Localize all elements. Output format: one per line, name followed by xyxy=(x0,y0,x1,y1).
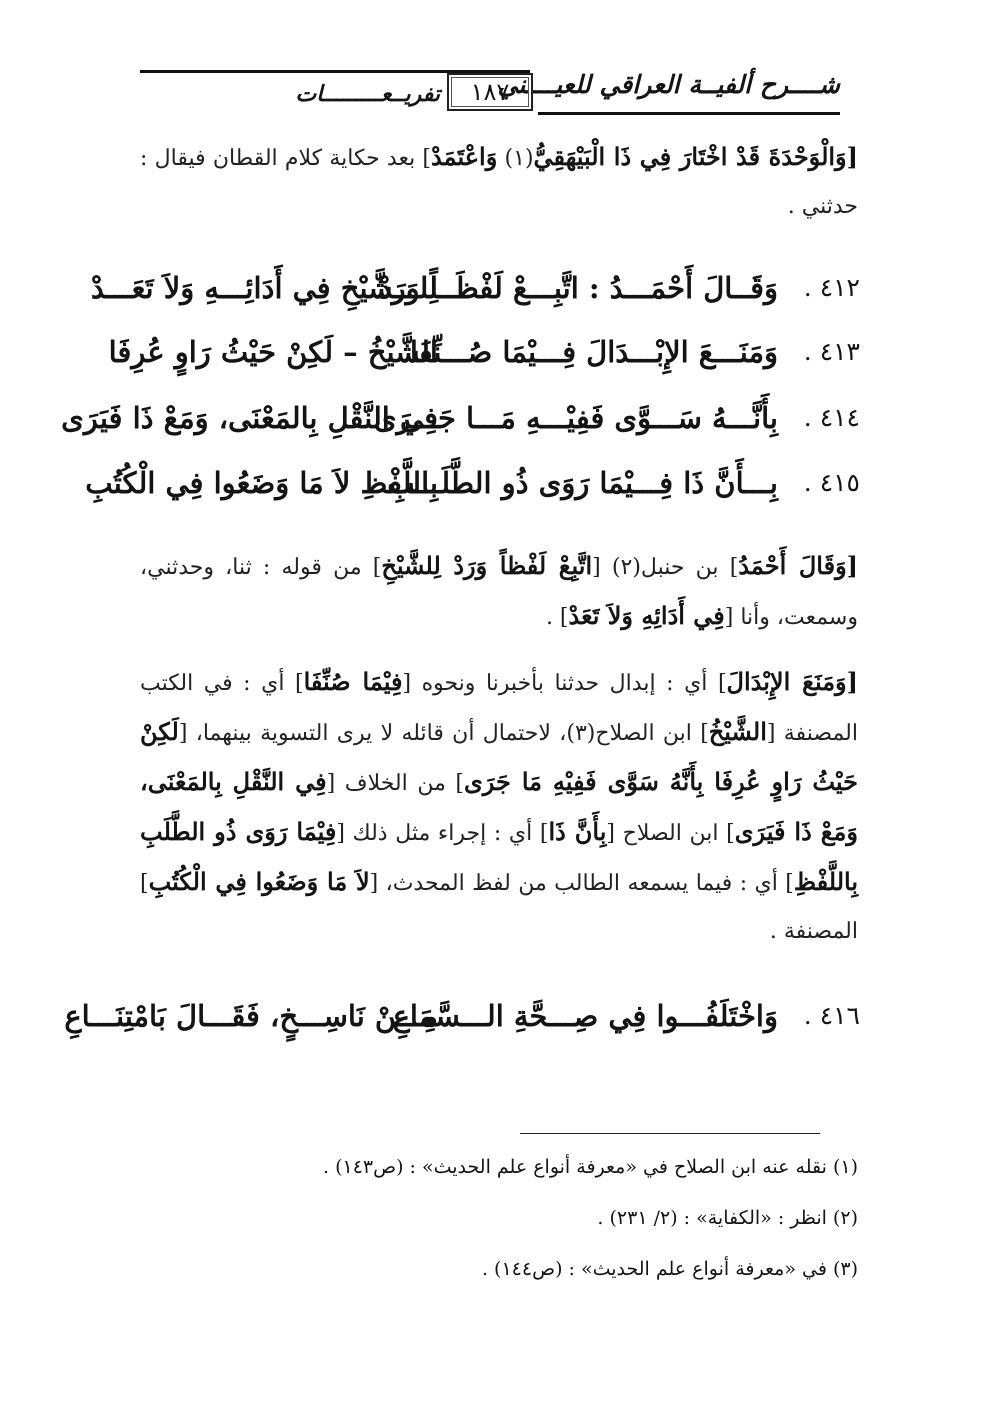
commentary-text: ] من قوله : ثنا، وحدثني، وسمعت، وأنا [ xyxy=(140,555,858,630)
commentary-text: ] أي : في الكتب المصنفة [ xyxy=(140,671,858,746)
quoted-verse-text: الشَّيْخُ xyxy=(708,717,767,746)
page-number: ١٨٧ xyxy=(447,73,533,111)
commentary-text: ] . xyxy=(545,605,569,630)
quoted-verse-text: لَكِنْ حَيْثُ رَاوٍ عُرِفَا بِأَنَّهُ سَوَّى فَفِيْهِ مَا جَرَى xyxy=(140,717,858,796)
verse-first-hemistich: وَمَنَـــعَ الإِبْـــدَالَ فِـــيْمَا صُـــنِّفَا xyxy=(409,335,778,369)
quoted-verse-text: لاَ مَا وَضَعُوا فِي الْكُتُبِ xyxy=(148,867,370,896)
footnote-ref: (١) xyxy=(497,146,534,171)
book-title: شــــرح ألفيــة العراقي للعيــــني xyxy=(497,70,840,99)
quoted-verse-text: [وَمَنَعَ الإِبْدَالَ xyxy=(726,667,858,696)
verse-second-hemistich: لِلـــشَّيْخِ فِي أَدَائِـــهِ وَلاَ تَعَـــدْ xyxy=(90,271,438,305)
commentary-text: ] ابن الصلاح [ xyxy=(606,821,735,846)
quoted-verse-text: فِيْمَا رَوَى ذُو الطَّلَبِ بِاللَّفْظِ xyxy=(140,817,858,896)
verse-line xyxy=(64,995,860,1043)
verse-second-hemistich: مِـــنْ نَاسِـــخٍ، فَقَـــالَ بَامْتِنَـــاعِ xyxy=(64,999,438,1033)
verse-number: ٤١٢ . xyxy=(803,273,860,302)
quoted-verse-text: بِأَنَّ ذَا xyxy=(548,817,607,846)
quoted-verse-text: فِي أَدَائِهِ وَلاَ تَعَدْ xyxy=(568,601,725,630)
commentary-text: ] أي : إبدال حدثنا بأخبرنا ونحوه [ xyxy=(402,671,727,696)
quoted-verse-text: اتَّبِعْ لَفْظاً وَرَدْ لِلشَّيْخِ xyxy=(381,551,593,580)
verse-first-hemistich: بِأَنَّـــهُ سَـــوَّى فَفِيْـــهِ مَـــا جَـــرَى xyxy=(373,401,778,435)
footnote-separator xyxy=(520,1133,820,1134)
section-title: تفريــعـــــــــات xyxy=(295,81,440,107)
commentary-paragraph xyxy=(140,658,858,956)
verse-line xyxy=(61,397,860,445)
verse-number: ٤١٤ . xyxy=(803,403,860,432)
verse-first-hemistich: وَقَــالَ أَحْمَـــدُ : اتَّبِـــعْ لَفْظَــاً وَرَدْ xyxy=(378,271,778,305)
commentary-text: ] أي : إجراء مثل ذلك [ xyxy=(336,821,549,846)
footnote: (١) نقله عنه ابن الصلاح في «معرفة أنواع علم الحديث» : (ص١٤٣) . xyxy=(323,1156,858,1178)
verse-second-hemistich: بِاللَّفْظِ لاَ مَا وَضَعُوا فِي الْكُتُبِ xyxy=(85,466,438,500)
commentary-text: ] المصنفة . xyxy=(140,871,858,944)
commentary-text: ] ابن الصلاح(٣)، لاحتمال أن قائله لا يرى التسوية بينهما، [ xyxy=(178,721,709,746)
verse-line xyxy=(108,331,860,379)
verse-number: ٤١٣ . xyxy=(803,337,860,366)
quoted-verse-text: فِيْمَا صُنِّفَا xyxy=(303,667,403,696)
commentary-text: ] بن حنبل(٢) [ xyxy=(592,555,739,580)
header-rule-bottom xyxy=(538,112,840,115)
quoted-verse-text: [وَالْوَحْدَةَ قَدْ اخْتَارَ فِي ذَا الْبَيْهَقِيُّ xyxy=(533,142,859,171)
footnote: (٣) في «معرفة أنواع علم الحديث» : (ص١٤٤) . xyxy=(481,1258,858,1280)
commentary-paragraph xyxy=(140,133,858,231)
verse-number: ٤١٥ . xyxy=(803,468,860,497)
verse-number: ٤١٦ . xyxy=(803,1001,860,1030)
verse-line xyxy=(90,267,860,315)
quoted-verse-text: وَاعْتَمَدْ xyxy=(431,142,498,171)
commentary-text: ] من الخلاف [ xyxy=(326,771,465,796)
quoted-verse-text: فِي النَّقْلِ بِالمَعْنَى، وَمَعْ ذَا فَيَرَى xyxy=(140,767,858,846)
verse-first-hemistich: بِـــأَنَّ ذَا فِـــيْمَا رَوَى ذُو الطَّلَـــبِ xyxy=(387,466,778,500)
commentary-text: ] بعد حكاية كلام القطان فيقال : حدثني . xyxy=(140,146,858,219)
commentary-paragraph xyxy=(140,542,858,642)
verse-line xyxy=(85,462,860,510)
verse-second-hemistich: الشَّيْخُ – لَكِنْ حَيْثُ رَاوٍ عُرِفَا xyxy=(108,335,438,369)
quoted-verse-text: [وَقَالَ أَحْمَدُ xyxy=(738,551,859,580)
running-header xyxy=(140,62,840,122)
footnote: (٢) انظر : «الكفاية» : (٢/ ٢٣١) . xyxy=(597,1207,858,1229)
verse-second-hemistich: فِي النَّقْلِ بِالمَعْنَى، وَمَعْ ذَا فَيَرَى xyxy=(61,401,438,435)
commentary-text: ] أي : فيما يسمعه الطالب من لفظ المحدث، [ xyxy=(369,871,794,896)
verse-first-hemistich: وَاخْتَلَفُـــوا فِي صِـــحَّةِ الـــسَّمَاعِ xyxy=(392,999,778,1033)
